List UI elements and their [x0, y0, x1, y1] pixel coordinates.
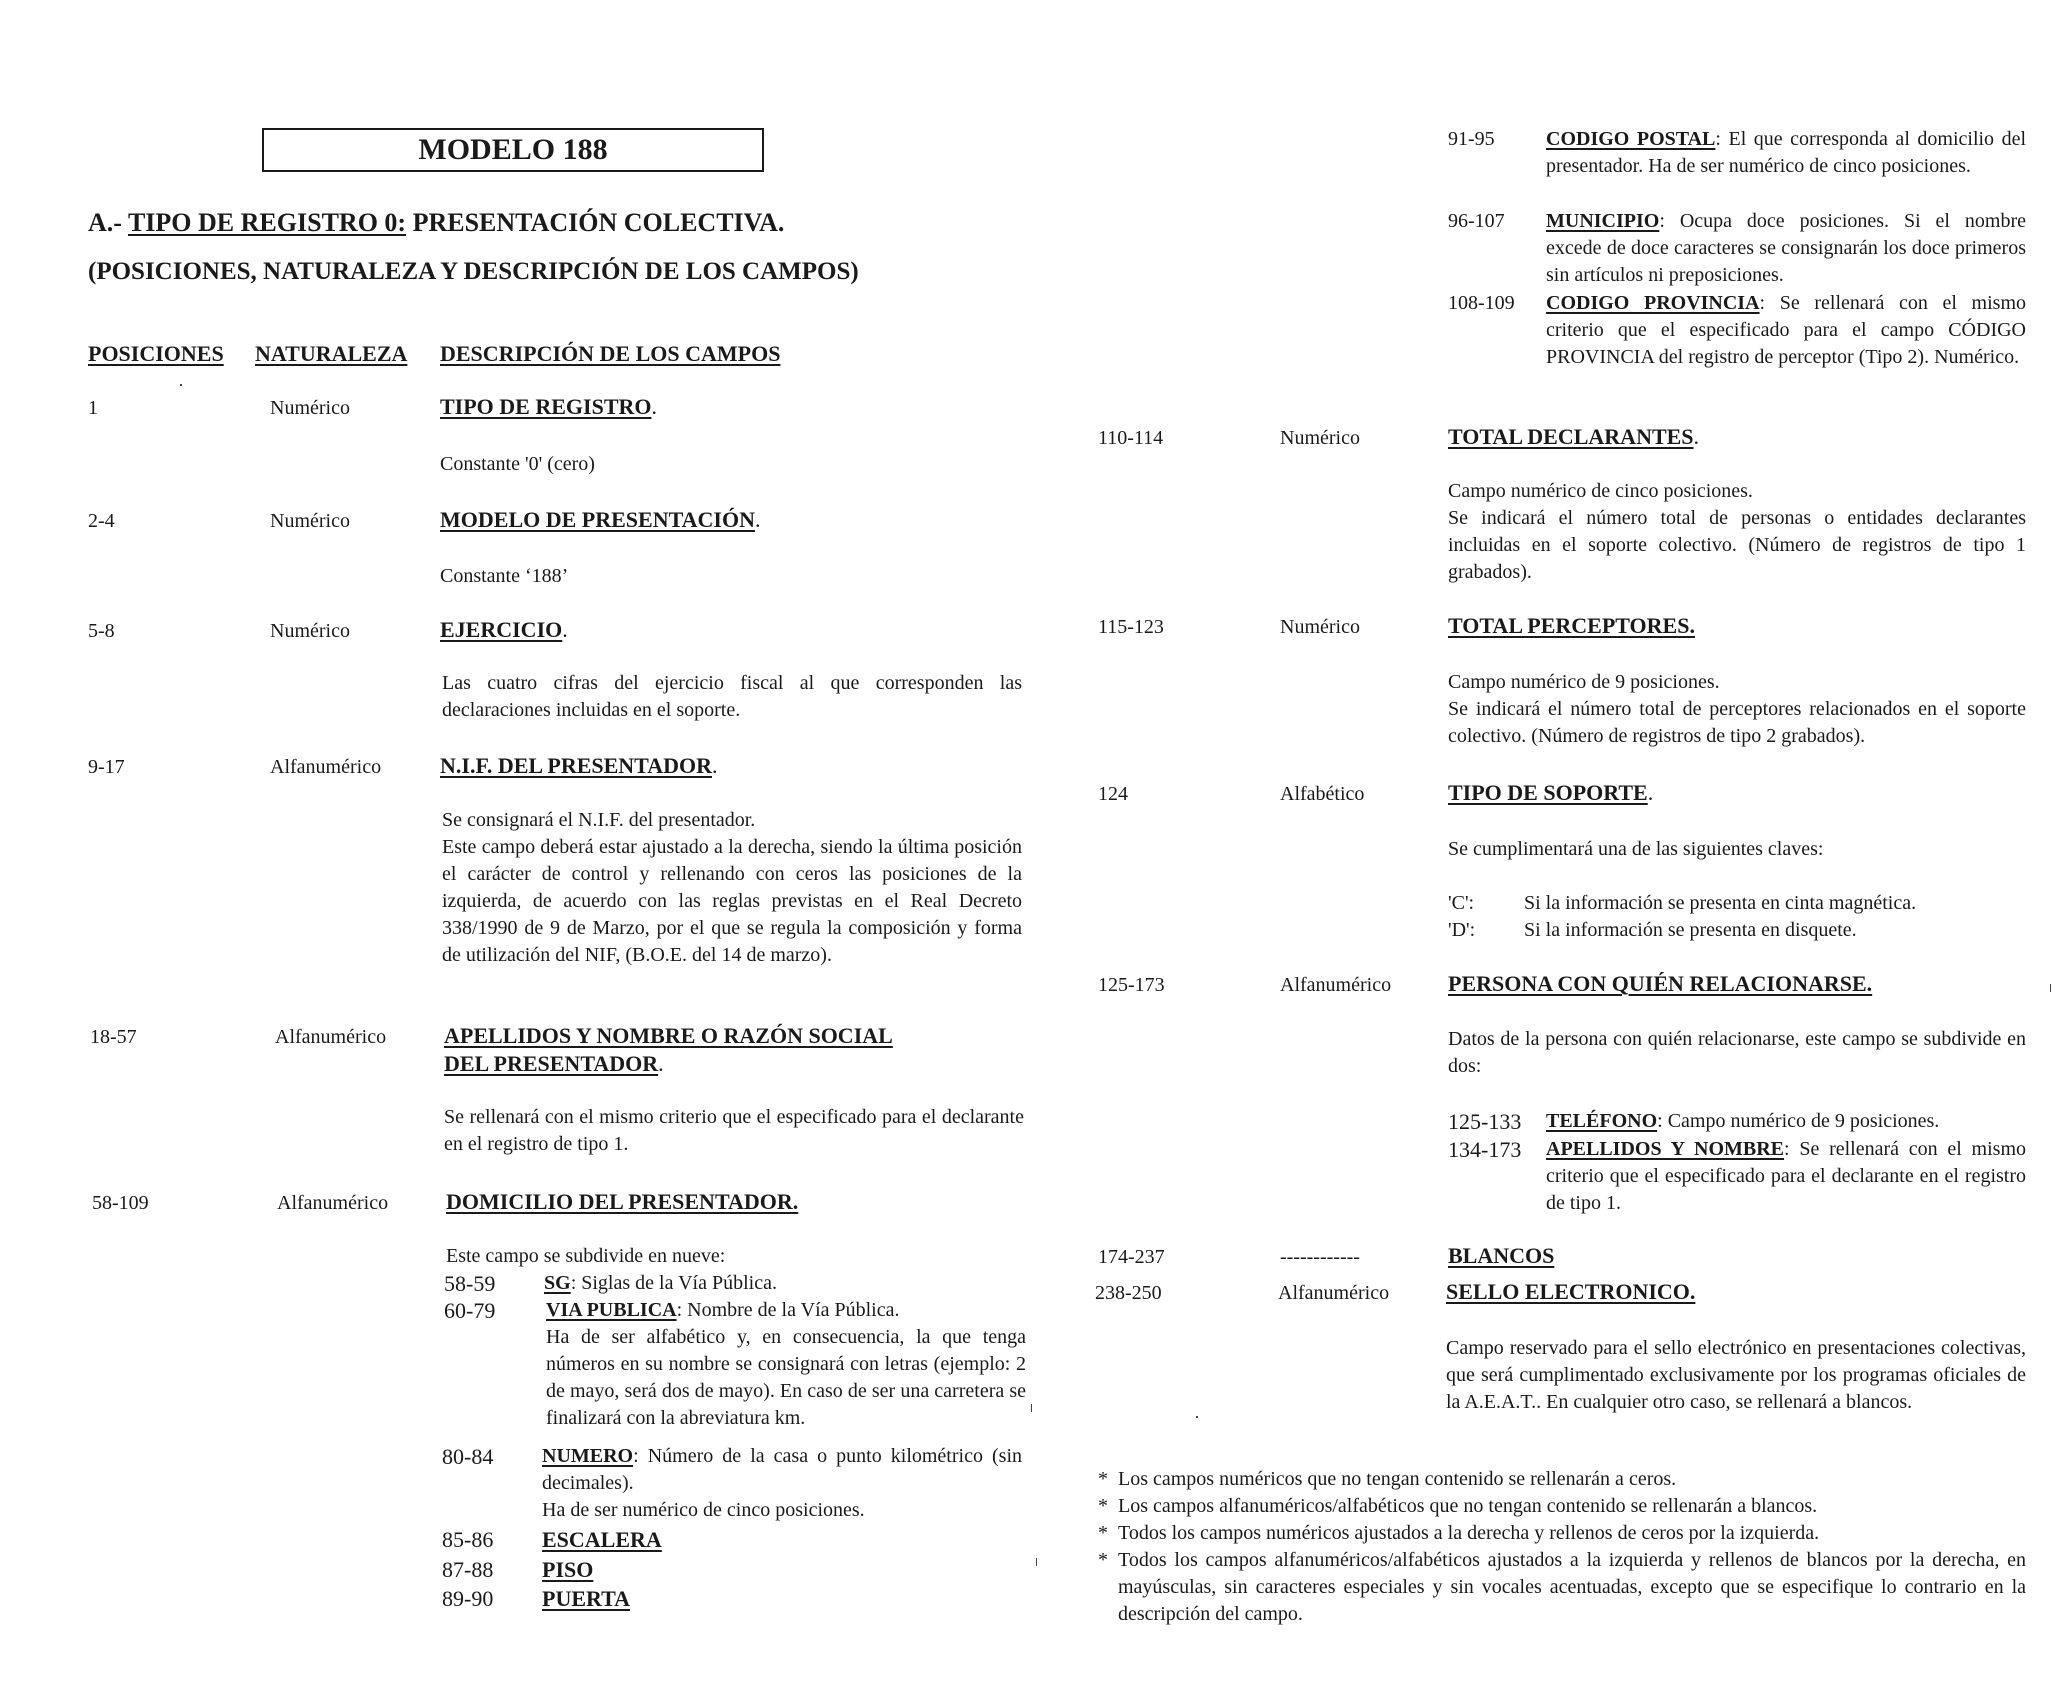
- field-position: 124: [1098, 783, 1128, 805]
- heading-register-type: TIPO DE REGISTRO 0:: [127, 208, 407, 237]
- field-name-sello-electronico: SELLO ELECTRONICO.: [1446, 1279, 1696, 1304]
- section-heading: [88, 209, 784, 236]
- subfield-position: 80-84: [442, 1444, 494, 1469]
- section-subtitle: (POSICIONES, NATURALEZA Y DESCRIPCIÓN DE LOS CAMPOS): [88, 258, 859, 285]
- field-name-tipo-soporte: TIPO DE SOPORTE.: [1448, 780, 1654, 805]
- field-position: 115-123: [1098, 616, 1164, 638]
- subfield-description: Ha de ser numérico de cinco posiciones.: [542, 1499, 865, 1521]
- field-position: 2-4: [88, 510, 115, 532]
- field-position: 174-237: [1098, 1246, 1165, 1268]
- scan-speck: [1031, 1404, 1032, 1412]
- field-nature: Numérico: [270, 620, 350, 642]
- field-position: 9-17: [88, 756, 125, 778]
- note-item: Los campos numéricos que no tengan contenido se rellenarán a ceros.: [1118, 1468, 1677, 1490]
- field-description: Se rellenará con el mismo criterio que el especificado para el declarante en el registro de tipo 1.: [444, 1106, 1024, 1155]
- header-description: DESCRIPCIÓN DE LOS CAMPOS: [440, 341, 781, 366]
- field-nature: Alfanumérico: [275, 1026, 387, 1048]
- field-description-line: Se consignará el N.I.F. del presentador.: [442, 809, 756, 831]
- field-position: 18-57: [90, 1026, 137, 1048]
- field-nature: Alfanumérico: [1278, 1282, 1390, 1304]
- subfield-municipio: MUNICIPIO: Ocupa doce posiciones. Si el nombre excede de doce caracteres se consignarán los doce primeros sin artículos ni preposiciones.: [1546, 210, 2026, 286]
- field-nature: ------------: [1280, 1246, 1360, 1268]
- field-name-tipo-registro: TIPO DE REGISTRO.: [440, 394, 657, 419]
- header-nature: NATURALEZA: [255, 341, 408, 366]
- field-position: 110-114: [1098, 427, 1164, 449]
- subfield-sg: SG: Siglas de la Vía Pública.: [544, 1272, 777, 1294]
- note-item: Todos los campos numéricos ajustados a la derecha y rellenos de ceros por la izquierda.: [1118, 1522, 1820, 1544]
- field-nature: Alfanumérico: [1280, 974, 1392, 996]
- key-code: 'D':: [1448, 919, 1476, 941]
- subfield-position: 89-90: [442, 1586, 494, 1611]
- note-marker: *: [1098, 1522, 1108, 1544]
- note-marker: *: [1098, 1495, 1108, 1517]
- field-position: 1: [88, 397, 98, 419]
- field-name-ejercicio: EJERCICIO.: [440, 617, 568, 642]
- subfield-position: 87-88: [442, 1557, 494, 1582]
- heading-prefix: A.-: [88, 208, 128, 237]
- field-description: Las cuatro cifras del ejercicio fiscal al que corresponden las declaraciones incluidas en el soporte.: [442, 672, 1022, 721]
- subfield-position: 60-79: [444, 1298, 496, 1323]
- field-position: 125-173: [1098, 974, 1165, 996]
- field-description-line: Campo numérico de 9 posiciones.: [1448, 671, 1720, 693]
- field-position: 238-250: [1095, 1282, 1162, 1304]
- subfield-position: 108-109: [1448, 292, 1515, 314]
- note-item: Todos los campos alfanuméricos/alfabéticos ajustados a la izquierda y rellenos de blancos por la derecha, en mayúsculas, sin caracteres especiales y sin vocales acentuadas, excepto que se especifique lo contrario en la descripción del campo.: [1118, 1549, 2026, 1625]
- field-nature: Numérico: [270, 510, 350, 532]
- field-description: Este campo deberá estar ajustado a la derecha, siendo la última posición el carácter de control y rellenando con ceros las posiciones de la izquierda, de acuerdo con las reglas previstas en el Real Decreto 338/1990 de 9 de Marzo, por el que se regula la composición y forma de utilización del NIF, (B.O.E. del 14 de marzo).: [442, 836, 1022, 966]
- field-description: Este campo se subdivide en nueve:: [446, 1245, 726, 1267]
- field-name-total-perceptores: TOTAL PERCEPTORES.: [1448, 613, 1695, 638]
- note-marker: *: [1098, 1468, 1108, 1490]
- subfield-puerta: PUERTA: [542, 1586, 631, 1611]
- subfield-telefono: TELÉFONO: Campo numérico de 9 posiciones.: [1546, 1110, 1940, 1132]
- subfield-codigo-provincia: CODIGO PROVINCIA: Se rellenará con el mismo criterio que el especificado para el campo CÓDIGO PROVINCIA del registro de perceptor (Tipo 2). Numérico.: [1546, 292, 2026, 368]
- subfield-position: 125-133: [1448, 1109, 1522, 1134]
- subfield-position: 91-95: [1448, 128, 1495, 150]
- subfield-codigo-postal: CODIGO POSTAL: El que corresponda al domicilio del presentador. Ha de ser numérico de cinco posiciones.: [1546, 128, 2027, 177]
- field-description: Se indicará el número total de perceptores relacionados en el soporte colectivo. (Número de registros de tipo 2 grabados).: [1448, 698, 2026, 747]
- document-title: MODELO 188: [262, 128, 764, 172]
- subfield-position: 85-86: [442, 1527, 494, 1552]
- field-nature: Numérico: [270, 397, 350, 419]
- subfield-position: 134-173: [1448, 1137, 1522, 1162]
- field-nature: Numérico: [1280, 427, 1360, 449]
- subfield-position: 96-107: [1448, 210, 1505, 232]
- subfield-description: Ha de ser alfabético y, en consecuencia, la que tenga números en su nombre se consignará con letras (ejemplo: 2 de mayo, será dos de mayo). En caso de ser una carretera se finalizará con la abreviatura km.: [546, 1326, 1026, 1429]
- field-description: Constante '0' (cero): [440, 453, 595, 475]
- field-position: 5-8: [88, 620, 115, 642]
- field-description: Se indicará el número total de personas o entidades declarantes incluidas en el soporte colectivo. (Número de registros de tipo 1 grabados).: [1448, 507, 2026, 583]
- field-description: Constante ‘188’: [440, 565, 569, 587]
- subfield-escalera: ESCALERA: [542, 1527, 662, 1552]
- field-nature: Alfanumérico: [270, 756, 382, 778]
- field-nature: Alfabético: [1280, 783, 1365, 805]
- field-name-domicilio-presentador: DOMICILIO DEL PRESENTADOR.: [446, 1189, 799, 1214]
- heading-presentation: PRESENTACIÓN COLECTIVA.: [406, 208, 785, 237]
- note-item: Los campos alfanuméricos/alfabéticos que no tengan contenido se rellenarán a blancos.: [1118, 1495, 1818, 1517]
- field-name-persona-relacionarse: PERSONA CON QUIÉN RELACIONARSE.: [1448, 971, 1873, 996]
- field-nature: Alfanumérico: [277, 1192, 389, 1214]
- scan-speck: [180, 384, 182, 386]
- field-nature: Numérico: [1280, 616, 1360, 638]
- field-name-modelo-presentacion: MODELO DE PRESENTACIÓN.: [440, 507, 761, 532]
- subfield-piso: PISO: [542, 1557, 594, 1582]
- key-description: Si la información se presenta en cinta magnética.: [1524, 892, 1917, 914]
- key-code: 'C':: [1448, 892, 1475, 914]
- field-name-apellidos-presentador: APELLIDOS Y NOMBRE O RAZÓN SOCIAL: [444, 1023, 893, 1048]
- field-description: Datos de la persona con quién relacionarse, este campo se subdivide en dos:: [1448, 1028, 2026, 1077]
- field-description-line: Campo numérico de cinco posiciones.: [1448, 480, 1753, 502]
- field-position: 58-109: [92, 1192, 149, 1214]
- scan-speck: [1036, 1558, 1037, 1566]
- subfield-position: 58-59: [444, 1271, 496, 1296]
- note-marker: *: [1098, 1549, 1108, 1571]
- field-name-apellidos-presentador-line2: DEL PRESENTADOR.: [444, 1051, 664, 1076]
- scan-speck: [1196, 1416, 1198, 1418]
- subfield-numero: NUMERO: Número de la casa o punto kilométrico (sin decimales).: [542, 1445, 1022, 1494]
- field-name-nif-presentador: N.I.F. DEL PRESENTADOR.: [440, 753, 718, 778]
- field-description: Campo reservado para el sello electrónico en presentaciones colectivas, que será cumplimentado exclusivamente por los programas oficiales de la A.E.A.T.. En cualquier otro caso, se rellenará a blancos.: [1446, 1337, 2026, 1413]
- key-description: Si la información se presenta en disquete.: [1524, 919, 1857, 941]
- header-positions: POSICIONES: [88, 341, 224, 366]
- subfield-apellidos-nombre: APELLIDOS Y NOMBRE: Se rellenará con el mismo criterio que el especificado para el declarante en el registro de tipo 1.: [1546, 1138, 2026, 1214]
- subfield-via-publica: VIA PUBLICA: Nombre de la Vía Pública.: [546, 1299, 900, 1321]
- field-name-total-declarantes: TOTAL DECLARANTES.: [1448, 424, 1700, 449]
- field-description: Se cumplimentará una de las siguientes claves:: [1448, 838, 1824, 860]
- field-name-blancos: BLANCOS: [1448, 1243, 1555, 1268]
- scan-speck: [2050, 984, 2051, 992]
